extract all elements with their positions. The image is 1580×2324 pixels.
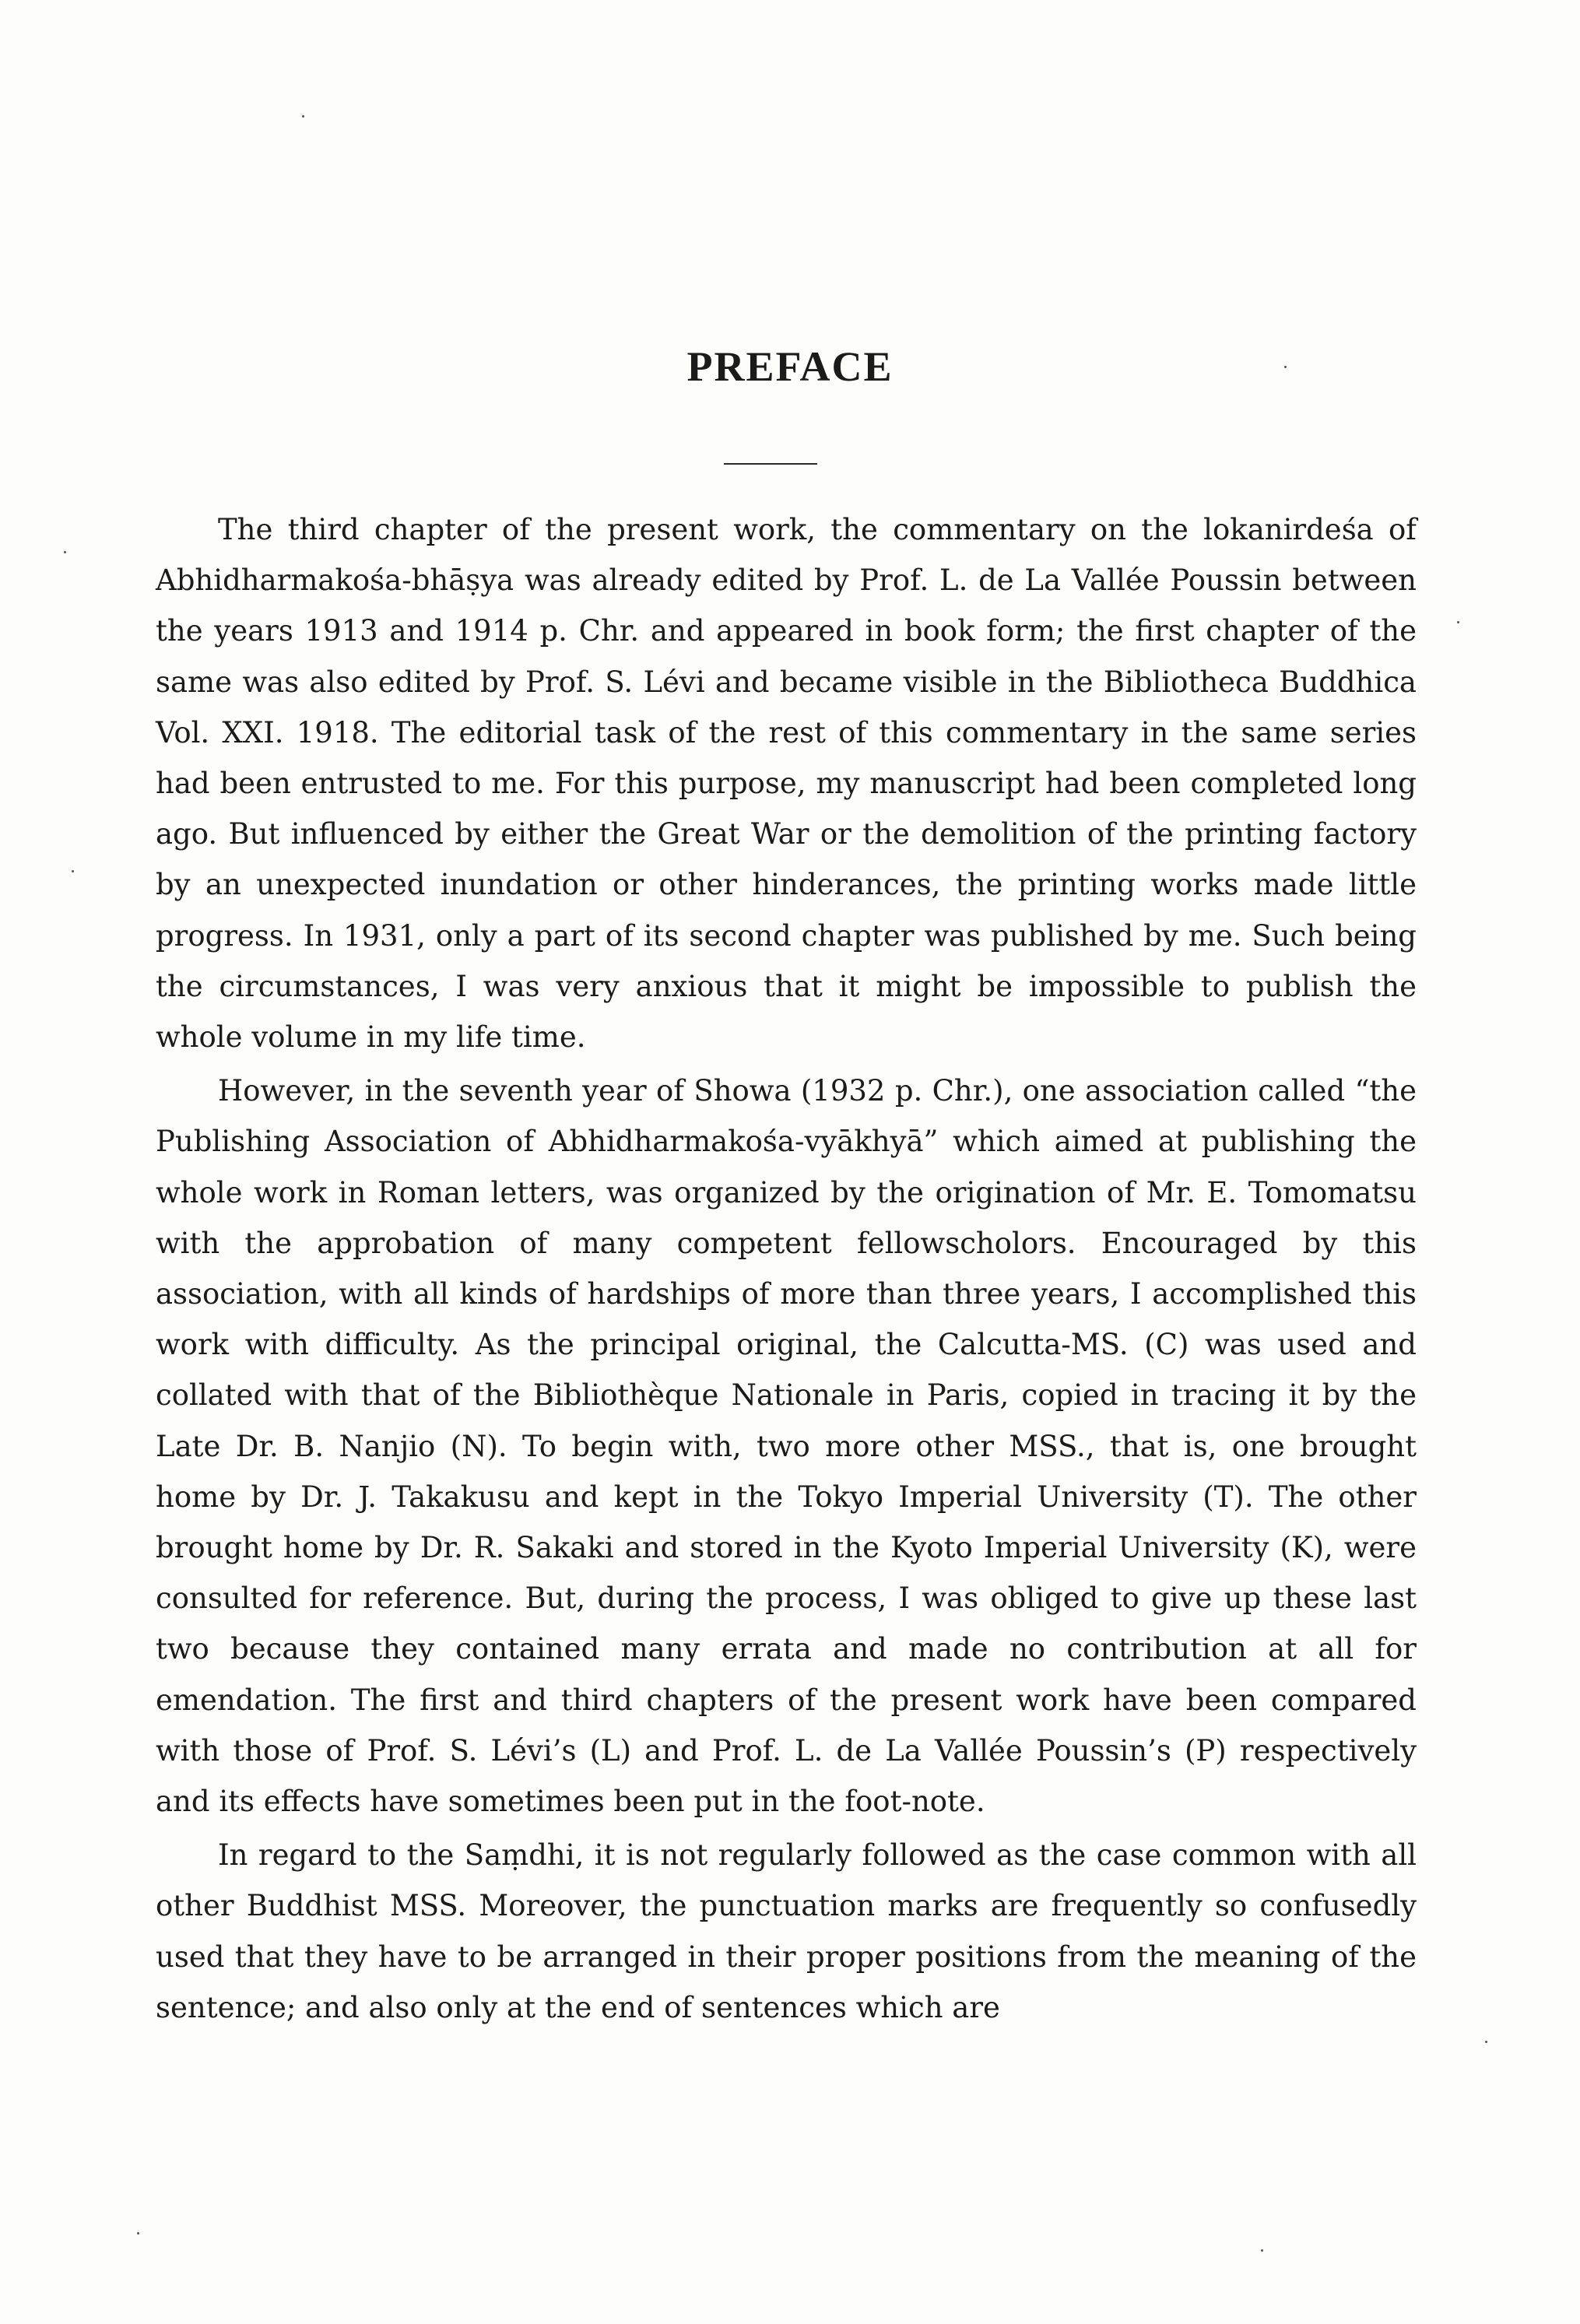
scan-speck bbox=[137, 2232, 139, 2234]
scan-speck bbox=[1284, 366, 1287, 368]
scan-speck bbox=[1261, 2249, 1263, 2252]
scan-speck bbox=[302, 115, 304, 118]
scan-speck bbox=[72, 870, 74, 872]
paragraph: The third chapter of the present work, the commentary on the lokanirdeśa of Abhidharmakośa-bhāṣya was already edited by Prof. L. de La Vallée Poussin between the years 1913 and 1914 p. Chr. and appeared in book form; the first chapter of the same was also edited by Prof. S. Lévi and became visible in the Bibliotheca Buddhica Vol. XXI. 1918. The editorial task of the rest of this commentary in the same series had been entrusted to me. For this purpose, my manuscript had been completed long ago. But influenced by either the Great War or the demolition of the printing factory by an unexpected inundation or other hinderances, the printing works made little progress. In 1931, only a part of its second chapter was published by me. Such being the circumstances, I was very anxious that it might be impossible to publish the whole volume in my life time. bbox=[156, 513, 1417, 1055]
paragraph: In regard to the Saṃdhi, it is not regularly followed as the case common with all other Buddhist MSS. Moreover, the punctuation marks are frequently so confusedly used that they have to be arranged in their proper positions from the meaning of the sentence; and also only at the end of sentences which are bbox=[156, 1838, 1417, 2024]
scan-speck bbox=[1485, 2041, 1487, 2043]
scan-speck bbox=[64, 551, 66, 553]
scan-speck bbox=[1457, 621, 1459, 623]
title-divider bbox=[724, 463, 817, 465]
preface-body bbox=[156, 504, 1417, 2033]
paragraph: However, in the seventh year of Showa (1932 p. Chr.), one association called “the Publishing Association of Abhidharmakośa-vyākhyā” which aimed at publishing the whole work in Roman letters, was organized by the origination of Mr. E. Tomomatsu with the approbation of many competent fellowscholors. Encouraged by this association, with all kinds of hardships of more than three years, I accomplished this work with difficulty. As the principal original, the Calcutta-MS. (C) was used and collated with that of the Bibliothèque Nationale in Paris, copied in tracing it by the Late Dr. B. Nanjio (N). To begin with, two more other MSS., that is, one brought home by Dr. J. Takakusu and kept in the Tokyo Imperial University (T). The other brought home by Dr. R. Sakaki and stored in the Kyoto Imperial University (K), were consulted for reference. But, during the process, I was obliged to give up these last two because they contained many errata and made no contribution at all for emendation. The first and third chapters of the present work have been compared with those of Prof. S. Lévi’s (L) and Prof. L. de La Vallée Poussin’s (P) respectively and its effects have sometimes been put in the foot-note. bbox=[156, 1074, 1417, 1819]
page-title: PREFACE bbox=[686, 343, 894, 390]
